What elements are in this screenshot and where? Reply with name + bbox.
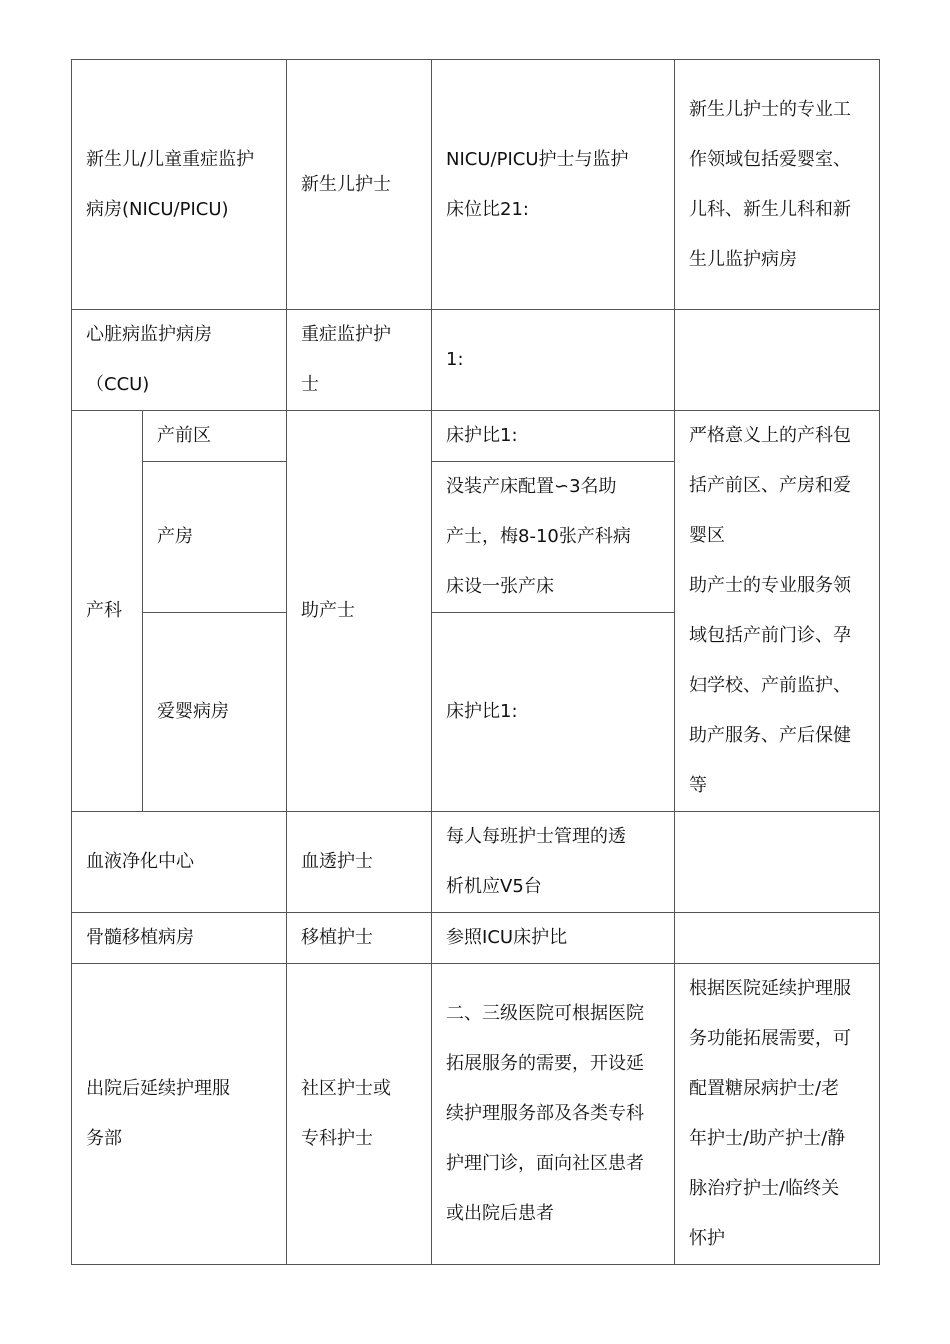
subarea-cell: 产房 [143,462,287,613]
department-cell: 骨髓移植病房 [72,913,287,964]
ratio-cell: 1: [432,310,675,411]
note-cell [675,812,880,913]
ratio-cell: 没装产床配置∽3名助 产士，梅8-10张产科病 床设一张产床 [432,462,675,613]
note-cell [675,310,880,411]
table-row [72,913,880,964]
table-row [72,812,880,913]
department-cell: 血液净化中心 [72,812,287,913]
ratio-cell: 每人每班护士管理的透 析机应V5台 [432,812,675,913]
note-cell [675,913,880,964]
ratio-cell: 参照ICU床护比 [432,913,675,964]
ratio-cell: NICU/PICU护士与监护 床位比21: [432,60,675,310]
note-cell: 新生儿护士的专业工 作领域包括爱婴室、 儿科、新生儿科和新 生儿监护病房 [675,60,880,310]
nurse-type-cell: 血透护士 [287,812,432,913]
staffing-table [71,59,880,1265]
nurse-type-cell: 助产士 [287,411,432,812]
nurse-type-cell: 新生儿护士 [287,60,432,310]
department-cell: 新生儿/儿童重症监护 病房(NICU/PICU) [72,60,287,310]
table-row [72,964,880,1265]
department-cell: 产科 [72,411,143,812]
department-cell: 心脏病监护病房 （CCU) [72,310,287,411]
table-row [72,310,880,411]
subarea-cell: 产前区 [143,411,287,462]
subarea-cell: 爱婴病房 [143,613,287,812]
nurse-type-cell: 移植护士 [287,913,432,964]
ratio-cell: 二、三级医院可根据医院 拓展服务的需要，开设延 续护理服务部及各类专科 护理门诊，面向社区患者 或出院后患者 [432,964,675,1265]
note-cell: 根据医院延续护理服 务功能拓展需要，可 配置糖尿病护士/老 年护士/助产护士/静 脉治疗护士/临终关 怀护 [675,964,880,1265]
nurse-type-cell: 社区护士或 专科护士 [287,964,432,1265]
nurse-type-cell: 重症监护护 士 [287,310,432,411]
department-cell: 出院后延续护理服 务部 [72,964,287,1265]
table-row [72,411,880,462]
ratio-cell: 床护比1: [432,411,675,462]
ratio-cell: 床护比1: [432,613,675,812]
note-cell: 严格意义上的产科包 括产前区、产房和爱 婴区 助产士的专业服务领 域包括产前门诊、孕 妇学校、产前监护、 助产服务、产后保健 等 [675,411,880,812]
table-row [72,60,880,310]
